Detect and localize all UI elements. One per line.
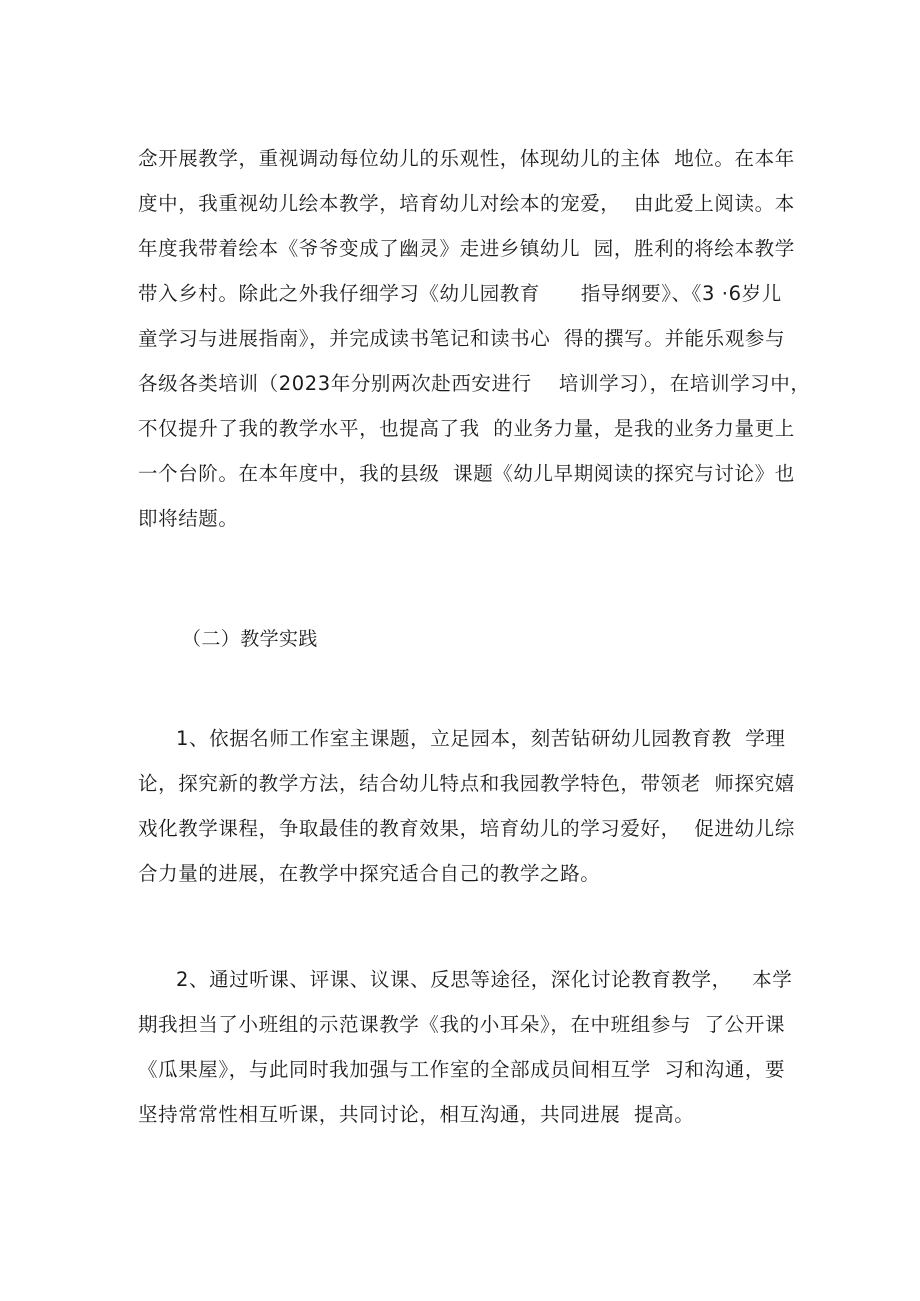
text-line: 年度我带着绘本《爷爷变成了幽灵》走进乡镇幼儿 园，胜利的将绘本教学: [138, 237, 795, 260]
text-line: 童学习与进展指南》，并完成读书笔记和读书心 得的撰写。并能乐观参与: [138, 327, 786, 350]
text-line: 戏化教学课程，争取最佳的教育效果，培育幼儿的学习爱好， 促进幼儿综: [138, 817, 795, 840]
text-line: 2、通过听课、评课、议课、反思等途径，深化讨论教育教学， 本学: [176, 968, 793, 991]
text-line: 坚持常常性相互听课，共同讨论，相互沟通，共同进展 提高。: [138, 1103, 695, 1126]
text-line: 期我担当了小班组的示范课教学《我的小耳朵》，在中班组参与 了公开课: [138, 1013, 786, 1036]
text-line: 不仅提升了我的教学水平，也提高了我 的业务力量，是我的业务力量更上: [138, 417, 795, 440]
text-line: 各级各类培训（2023年分别两次赴西安进行 培训学习），在培训学习中，: [138, 372, 811, 395]
text-line: 1、依据名师工作室主课题，立足园本，刻苦钻研幼儿园教育教 学理: [176, 727, 786, 750]
text-line: 念开展教学，重视调动每位幼儿的乐观性，体现幼儿的主体 地位。在本年: [138, 147, 795, 170]
text-line: 一个台阶。在本年度中，我的县级 课题《幼儿早期阅读的探究与讨论》也: [138, 462, 795, 485]
text-line: 《瓜果屋》，与此同时我加强与工作室的全部成员间相互学 习和沟通，要: [138, 1058, 786, 1081]
text-line: 合力量的进展，在教学中探究适合自己的教学之路。: [138, 862, 601, 885]
text-line: 论，探究新的教学方法，结合幼儿特点和我园教学特色，带领老 师探究嬉: [138, 772, 795, 795]
text-line: 带入乡村。除此之外我仔细学习《幼儿园教育 指导纲要》、《3 ·6岁儿: [138, 282, 782, 305]
section-heading: （二）教学实践: [182, 628, 318, 650]
text-line: 度中，我重视幼儿绘本教学，培育幼儿对绘本的宠爱， 由此爱上阅读。本: [138, 192, 795, 215]
text-line: 即将结题。: [138, 507, 239, 530]
